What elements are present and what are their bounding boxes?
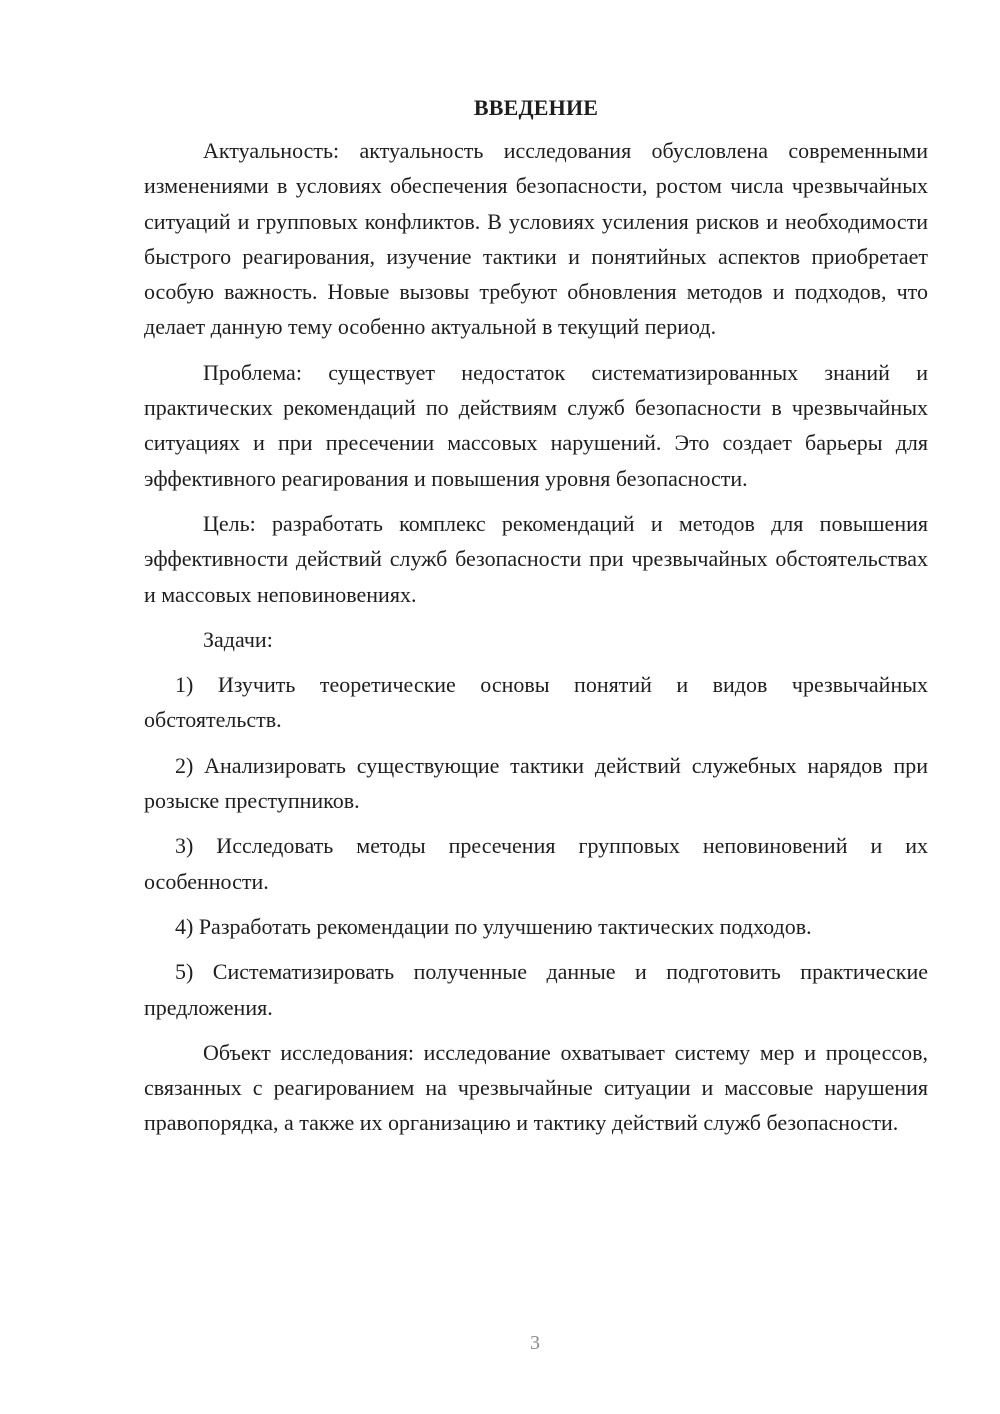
task-item-5: 5) Систематизировать полученные данные и подготовить практические предложения. xyxy=(144,959,928,1020)
paragraph-goal: Цель: разработать комплекс рекомендаций и методов для повышения эффективности действий служб безопасности при чрезвычайных обстоятельствах и массовых неповиновениях. xyxy=(144,510,928,607)
task-item-2: 2) Анализировать существующие тактики действий служебных нарядов при розыске преступников. xyxy=(144,752,928,814)
task-item-3: 3) Исследовать методы пресечения групповых неповиновений и их особенности. xyxy=(144,833,928,894)
task-item-4: 4) Разработать рекомендации по улучшению тактических подходов. xyxy=(175,913,812,939)
document-page xyxy=(144,92,928,1141)
section-heading: ВВЕДЕНИЕ xyxy=(473,95,599,120)
paragraph-relevance: Актуальность: актуальность исследования обусловлена современными изменениями в условиях обеспечения безопасности, ростом числа чрезвычайных ситуаций и групповых конфликтов. В условиях усиления рисков и необходимости быстрого реагирования, изучение тактики и понятийных аспектов приобретает особую важность. Новые вызовы требуют обновления методов и подходов, что делает данную тему особенно актуальной в текущий период. xyxy=(144,138,928,340)
page-number: 3 xyxy=(530,1332,540,1354)
tasks-label: Задачи: xyxy=(203,626,273,652)
paragraph-problem: Проблема: существует недостаток систематизированных знаний и практических рекомендаций по действиям служб безопасности в чрезвычайных ситуациях и при пресечении массовых нарушений. Это создает барьеры для эффективного реагирования и повышения уровня безопасности. xyxy=(144,359,928,491)
task-item-1: 1) Изучить теоретические основы понятий и видов чрезвычайных обстоятельств. xyxy=(144,672,928,733)
paragraph-object: Объект исследования: исследование охватывает систему мер и процессов, связанных с реагированием на чрезвычайные ситуации и массовые нарушения правопорядка, а также их организацию и тактику действий служб безопасности. xyxy=(144,1039,928,1136)
